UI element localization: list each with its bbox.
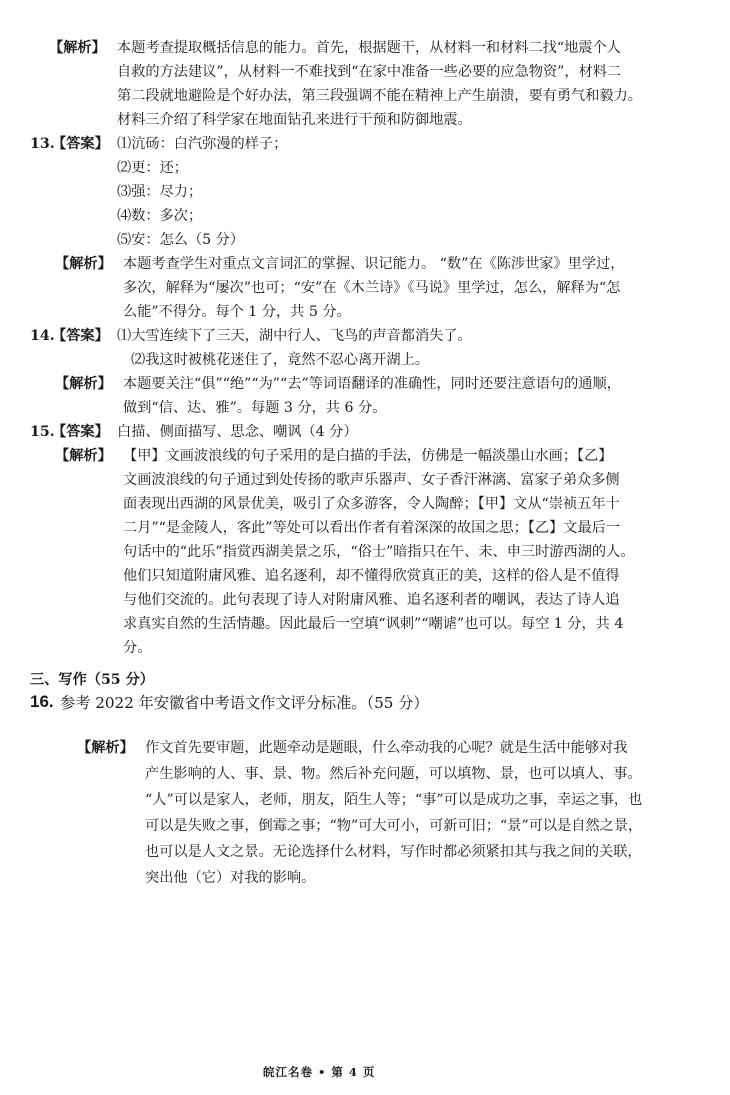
answer-item: ⑴大雪连续下了三天，湖中行人、飞鸟的声音都消失了。 <box>117 328 472 344</box>
answer-label: 【答案】 <box>52 424 109 440</box>
answer-item: ⑴沆砀：白汽弥漫的样子； <box>117 136 288 152</box>
answer-item: ⑶强：尽力； <box>117 184 203 200</box>
answer-item: ⑷数：多次； <box>117 208 203 224</box>
question-number: 14. <box>30 328 55 344</box>
analysis-line: 句话中的“此乐”指赏西湖美景之乐，“俗士”暗指只在午、未、申三时游西湖的人。 <box>123 544 635 560</box>
analysis-line: 本题要关注“俱”“绝”“为”“去”等词语翻译的准确性，同时还要注意语句的通顺， <box>123 376 621 392</box>
analysis-line: 【甲】文画波浪线的句子采用的是白描的手法，仿佛是一幅淡墨山水画；【乙】 <box>123 448 613 464</box>
question-text: 参考 2022 年安徽省中考语文作文评分标准。（55 分） <box>60 694 429 712</box>
answer-label: 【答案】 <box>52 328 109 344</box>
answer-item: ⑵我这时被桃花迷住了，竟然不忍心离开湖上。 <box>131 352 429 368</box>
section-title: 三、写作（55 分） <box>30 672 154 688</box>
analysis-line: 材料三介绍了科学家在地面钻孔来进行干预和防御地震。 <box>117 112 472 128</box>
analysis-line: 产生影响的人、事、景、物。然后补充问题，可以填物、景，也可以填人、事。 <box>145 766 642 782</box>
analysis-line: 分。 <box>123 640 152 656</box>
analysis-line: 第二段就地避险是个好办法，第三段强调不能在精神上产生崩溃，要有勇气和毅力。 <box>117 88 642 104</box>
analysis-label: 【解析】 <box>55 256 112 272</box>
analysis-line: 面表现出西湖的风景优美，吸引了众多游客，令人陶醉；【甲】文从“崇祯五年十 <box>123 496 620 512</box>
analysis-label: 【解析】 <box>55 376 112 392</box>
analysis-line: 也可以是人文之景。无论选择什么材料，写作时都必须紧扣其与我之间的关联， <box>145 844 642 860</box>
analysis-line: 求真实自然的生活情趣。因此最后一空填“讽刺”“嘲谑”也可以。每空 1 分，共 4 <box>123 616 624 632</box>
analysis-line: 与他们交流的。此句表现了诗人对附庸风雅、追名逐利者的嘲讽，表达了诗人追 <box>123 592 620 608</box>
analysis-line: 么能”不得分。每个 1 分，共 5 分。 <box>123 304 351 320</box>
analysis-line: 他们只知道附庸风雅、追名逐利，却不懂得欣赏真正的美，这样的俗人是不值得 <box>123 568 620 584</box>
analysis-line: 可以是失败之事，倒霉之事；“物”可大可小，可新可旧；“景”可以是自然之景， <box>145 818 643 834</box>
analysis-line: 本题考查学生对重点文言词汇的掌握、识记能力。 “数”在《陈涉世家》里学过， <box>123 256 625 272</box>
analysis-line: 多次，解释为“屡次”也可；“安”在《木兰诗》《马说》里学过，怎么，解释为“怎 <box>123 280 621 296</box>
analysis-label: 【解析】 <box>77 740 134 756</box>
question-number: 15. <box>30 424 55 440</box>
analysis-line: 二月”“是金陵人，客此”等处可以看出作者有着深深的故国之思；【乙】文最后一 <box>123 520 621 536</box>
page-footer: 皖江名卷 • 第 4 页 <box>263 1065 376 1079</box>
analysis-label: 【解析】 <box>49 40 106 56</box>
question-number: 16. <box>30 692 54 711</box>
analysis-label: 【解析】 <box>55 448 112 464</box>
analysis-line: 本题考查提取概括信息的能力。首先，根据题干，从材料一和材料二找“地震个人 <box>117 40 621 56</box>
answer-item: ⑸安：怎么（5 分） <box>117 232 245 248</box>
answer-text: 白描、侧面描写、思念、嘲讽（4 分） <box>117 424 358 440</box>
analysis-line: 自救的方法建议”，从材料一不难找到“在家中准备一些必要的应急物资”，材料二 <box>117 64 622 80</box>
analysis-line: 做到“信、达、雅”。每题 3 分，共 6 分。 <box>123 400 387 416</box>
analysis-line: 突出他（它）对我的影响。 <box>145 870 316 886</box>
analysis-line: 文画波浪线的句子通过到处传扬的歌声乐器声、女子香汗淋漓、富家子弟众多侧 <box>123 472 620 488</box>
analysis-line: 作文首先要审题，此题牵动是题眼，什么牵动我的心呢？就是生活中能够对我 <box>145 740 628 756</box>
analysis-line: “人”可以是家人，老师，朋友，陌生人等；“事”可以是成功之事，幸运之事，也 <box>145 792 643 808</box>
answer-label: 【答案】 <box>52 136 109 152</box>
question-number: 13. <box>30 136 55 152</box>
answer-item: ⑵更：还； <box>117 160 188 176</box>
